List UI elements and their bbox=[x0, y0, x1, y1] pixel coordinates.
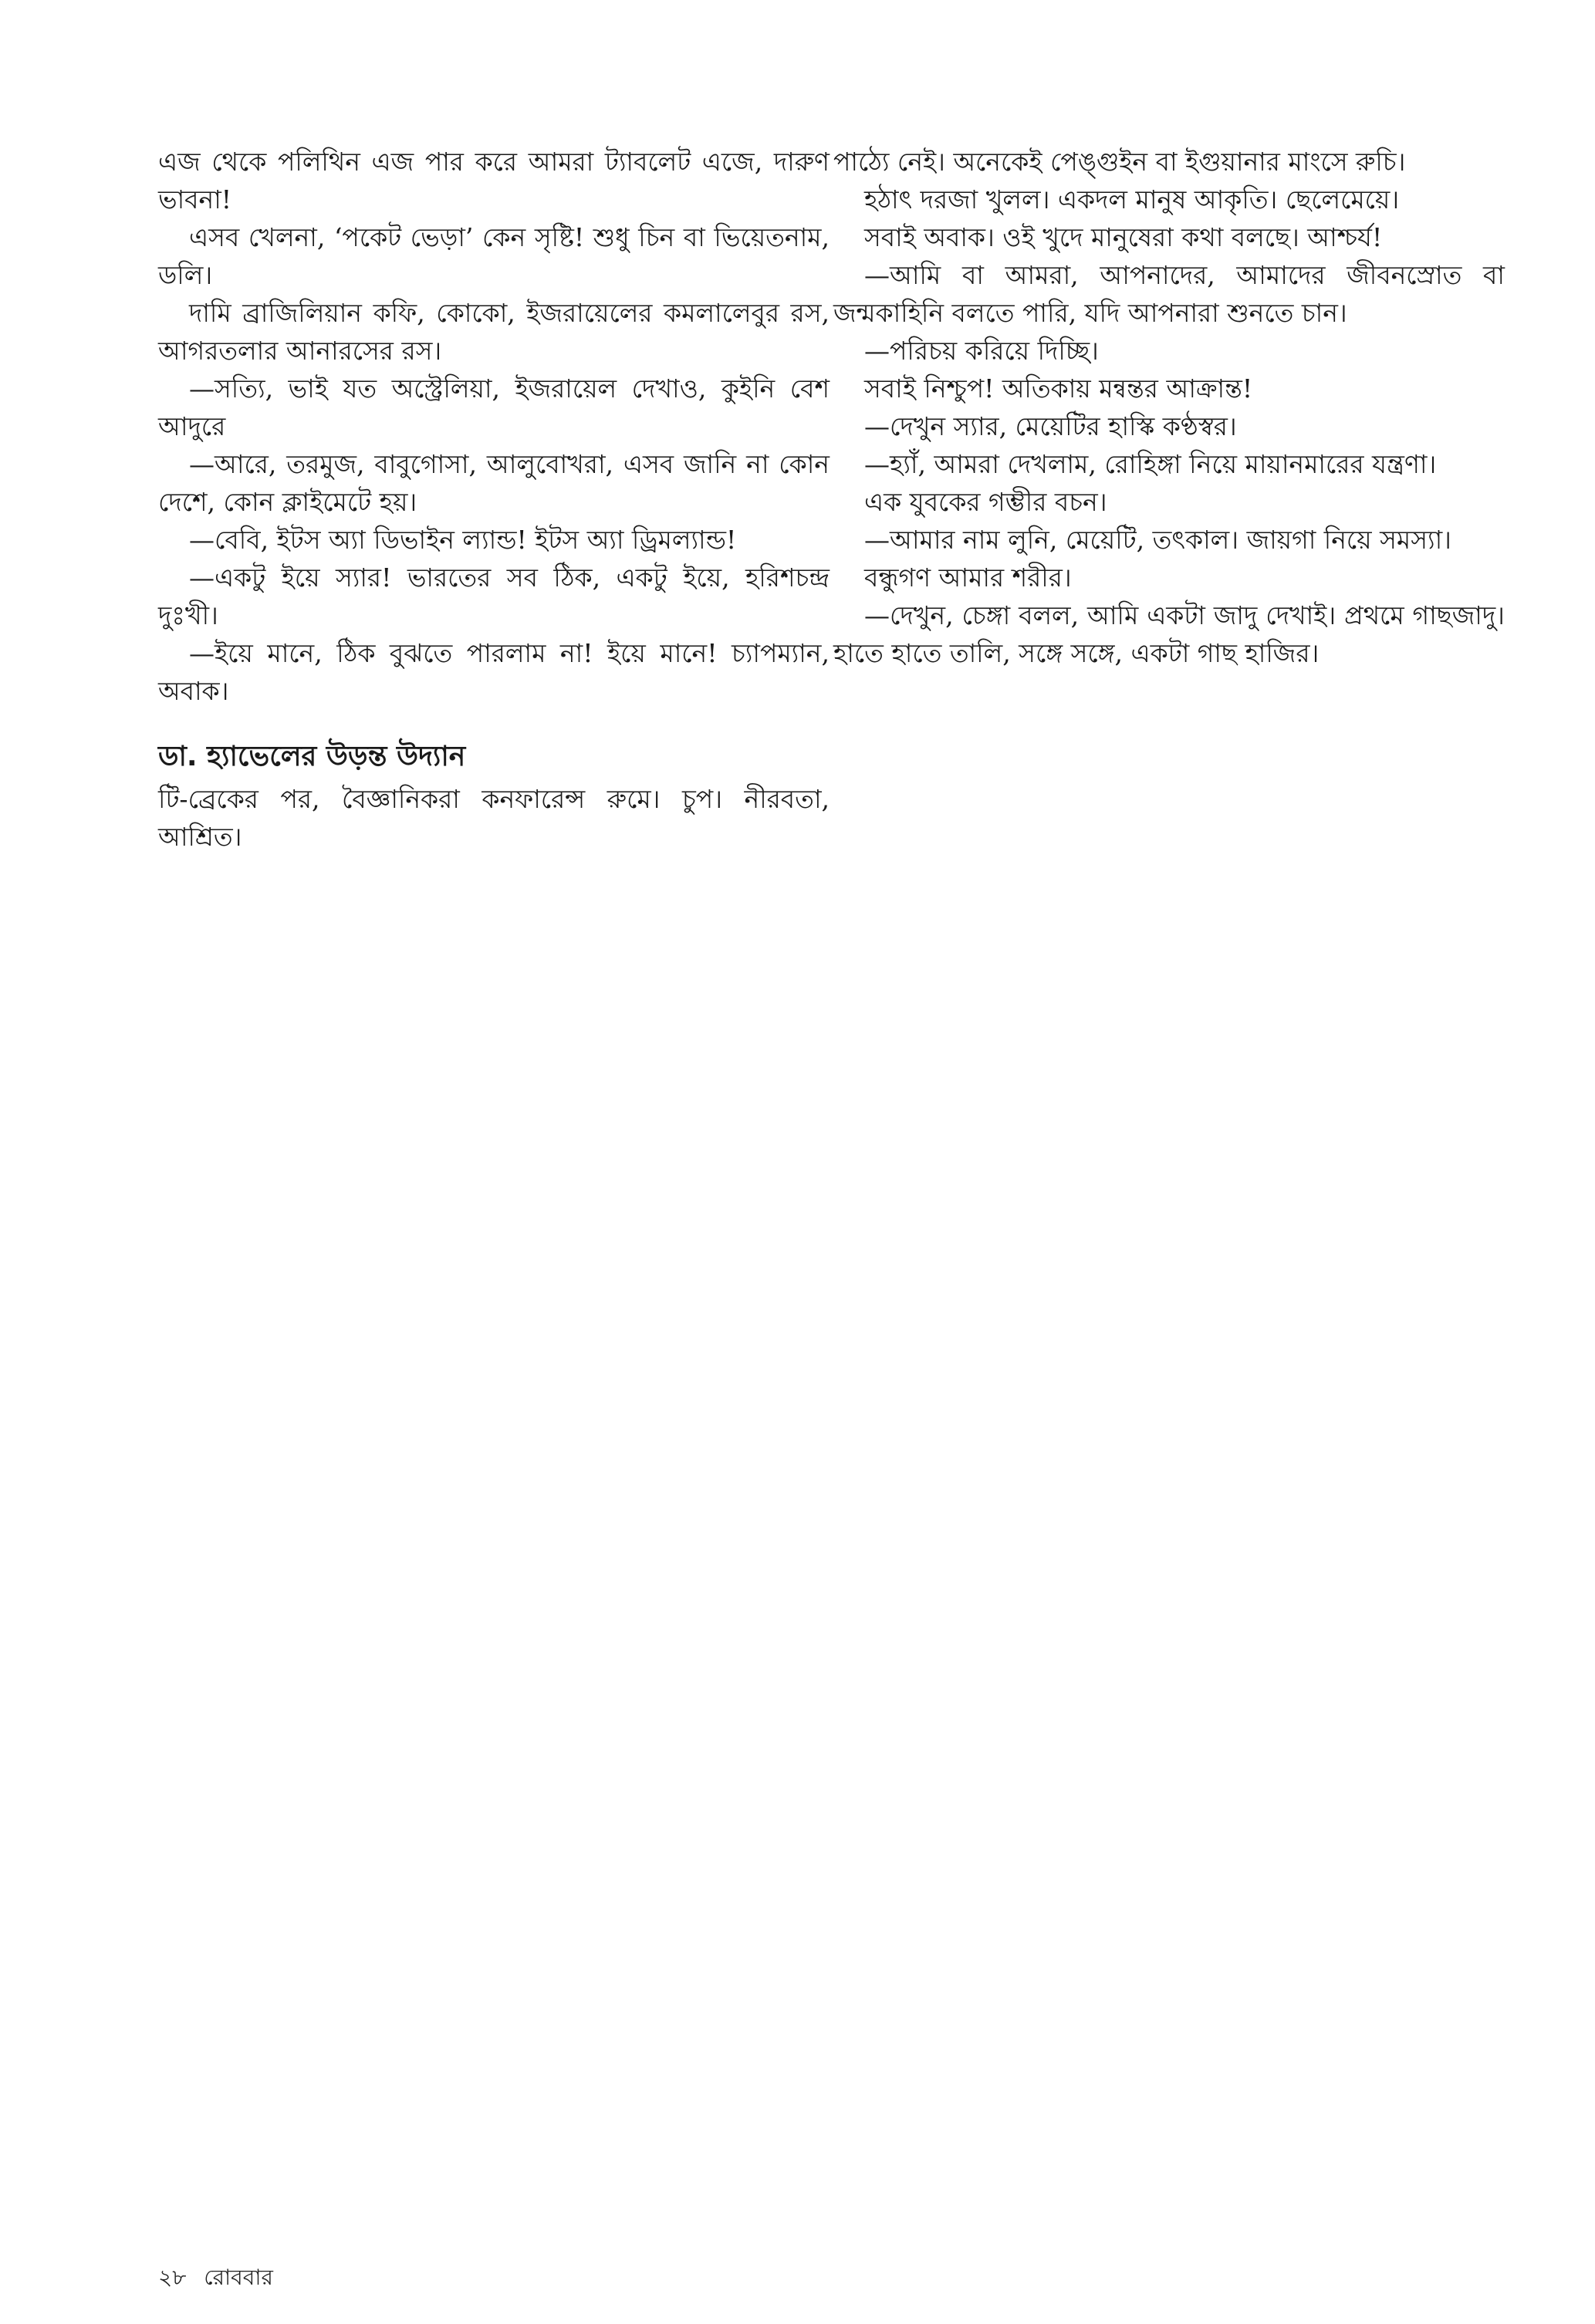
left-paragraph: —বেবি, ইটস অ্যা ডিভাইন ল্যান্ড! ইটস অ্যা ড্রিমল্যান্ড! bbox=[189, 525, 737, 555]
section-heading: ডা. হ্যাভেলের উড়ন্ত উদ্যান bbox=[158, 741, 466, 772]
right-paragraph: পাঠ্যে নেই। অনেকেই পেঙ্গুইন বা ইগুয়ানার মাংসে রুচি। bbox=[833, 147, 1406, 177]
right-paragraph: এক যুবকের গম্ভীর বচন। bbox=[864, 487, 1107, 517]
left-paragraph: এসব খেলনা, ‘পকেট ভেড়া’ কেন সৃষ্টি! শুধু চিন বা ভিয়েতনাম, ডলি। bbox=[158, 222, 830, 290]
left-paragraph: দামি ব্রাজিলিয়ান কফি, কোকো, ইজরায়েলের কমলালেবুর রস, আগরতলার আনারসের রস। bbox=[158, 298, 830, 366]
left-paragraph: এজ থেকে পলিথিন এজ পার করে আমরা ট্যাবলেট এজে, দারুণ ভাবনা! bbox=[158, 147, 830, 214]
left-paragraph: —আরে, তরমুজ, বাবুগোসা, আলুবোখরা, এসব জানি না কোন দেশে, কোন ক্লাইমেটে হয়। bbox=[158, 449, 830, 517]
right-paragraph: —পরিচয় করিয়ে দিচ্ছি। bbox=[864, 336, 1099, 366]
right-paragraph: —দেখুন, চেঙ্গা বলল, আমি একটা জাদু দেখাই। প্রথমে গাছজাদু। হাতে হাতে তালি, সঙ্গে সঙ্গে, একটা গাছ হাজির। bbox=[833, 600, 1505, 668]
page-number: ২৮ bbox=[158, 2265, 187, 2290]
right-paragraph: —দেখুন স্যার, মেয়েটির হাস্কি কণ্ঠস্বর। bbox=[864, 411, 1237, 441]
left-column bbox=[158, 143, 830, 856]
right-paragraph: সবাই অবাক। ওই খুদে মানুষেরা কথা বলছে। আশ্চর্য! bbox=[864, 222, 1383, 252]
section-paragraph: টি-ব্রেকের পর, বৈজ্ঞানিকরা কনফারেন্স রুমে। চুপ। নীরবতা, আশ্রিত। bbox=[158, 784, 830, 852]
right-paragraph: সবাই নিশ্চুপ! অতিকায় মন্বন্তর আক্রান্ত! bbox=[864, 373, 1253, 404]
left-paragraph: —ইয়ে মানে, ঠিক বুঝতে পারলাম না! ইয়ে মানে! চ্যাপম্যান, অবাক। bbox=[158, 638, 830, 706]
publication-name: রোববার bbox=[204, 2265, 273, 2290]
right-paragraph: হঠাৎ দরজা খুলল। একদল মানুষ আকৃতি। ছেলেমেয়ে। bbox=[864, 184, 1400, 214]
page-footer bbox=[158, 2261, 284, 2297]
right-paragraph: বন্ধুগণ আমার শরীর। bbox=[864, 562, 1072, 593]
right-column bbox=[833, 143, 1505, 672]
left-paragraph: —একটু ইয়ে স্যার! ভারতের সব ঠিক, একটু ইয়ে, হরিশচন্দ্র দুঃখী। bbox=[158, 562, 830, 630]
right-paragraph: —হ্যাঁ, আমরা দেখলাম, রোহিঙ্গা নিয়ে মায়ানমারের যন্ত্রণা। bbox=[864, 449, 1437, 479]
right-paragraph: —আমার নাম লুনি, মেয়েটি, তৎকাল। জায়গা নিয়ে সমস্যা। bbox=[864, 525, 1451, 555]
left-paragraph: —সত্যি, ভাই যত অস্ট্রেলিয়া, ইজরায়েল দেখাও, কুইনি বেশ আদুরে bbox=[158, 373, 830, 441]
right-paragraph: —আমি বা আমরা, আপনাদের, আমাদের জীবনস্রোত বা জন্মকাহিনি বলতে পারি, যদি আপনারা শুনতে চান। bbox=[833, 260, 1505, 328]
